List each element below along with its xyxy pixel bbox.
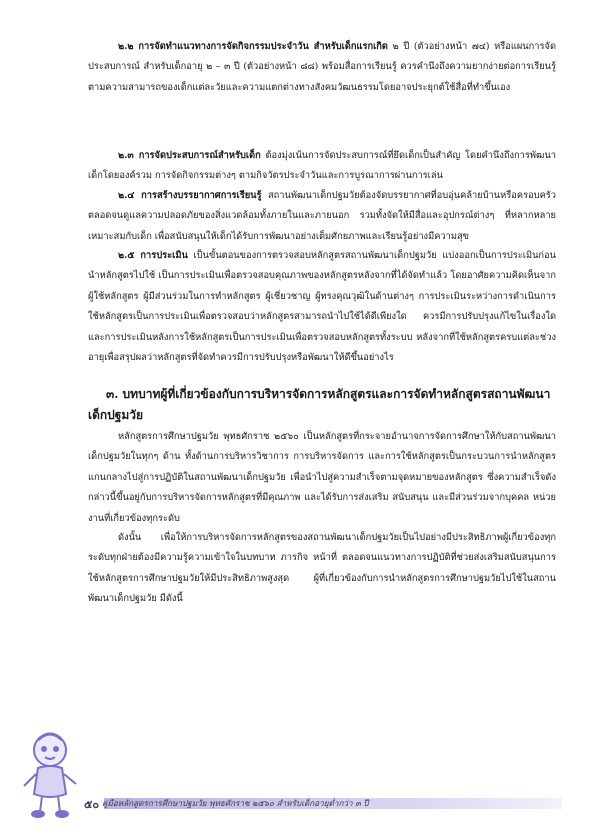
paragraph-section-3-intro: หลักสูตรการศึกษาปฐมวัย พุทธศักราช ๒๕๖๐ เป็นหลักสูตรที่กระจายอำนาจการจัดการศึกษาให้กับสถานพัฒนาเด็กปฐมวัยในทุกๆ ด้าน ทั้งด้านการบริหารวิชาการ การบริหารจัดการ และการใช้หลักสูตรเป็นกระบวนการนำหลักสูตรแกนกลางไปสู่การปฏิบัติในสถานพัฒนาเด็กปฐมวัย เพื่อนำไปสู่ความสำเร็จตามจุดหมายของหลักสูตร ซึ่งความสำเร็จดังกล่าวนี้ขึ้นอยู่กับการบริหารจัดการหลักสูตรที่มีคุณภาพ และได้รับการส่งเสริม สนับสนุน และมีส่วนร่วมจากบุคคล หน่วยงานที่เกี่ยวข้องทุกระดับ	[88, 431, 556, 524]
footer-title: คู่มือหลักสูตรการศึกษาปฐมวัย พุทธศักราช ๒๕๖๐ สำหรับเด็กอายุต่ำกว่า ๓ ปี	[102, 798, 369, 808]
paragraph-heading: ๒.๔ การสร้างบรรยากาศการเรียนรู้	[118, 190, 262, 201]
paragraph-heading: ๒.๒ การจัดทำแนวทางการจัดกิจกรรมประจำวัน สำหรับเด็กแรกเกิด	[118, 41, 388, 52]
paragraph-heading: ๒.๓ การจัดประสบการณ์สำหรับเด็ก	[118, 150, 261, 161]
mascot-character-illustration	[16, 726, 86, 818]
section-3-heading: ๓. บทบาทผู้ที่เกี่ยวข้องกับการบริหารจัดการหลักสูตรและการจัดทำหลักสูตรสถานพัฒนาเด็กปฐมวัย	[88, 387, 551, 422]
paragraph-body: เป็นขั้นตอนของการตรวจสอบหลักสูตรสถานพัฒนาเด็กปฐมวัย แบ่งออกเป็นการประเมินก่อนนำหลักสูตรไปใช้ เป็นการประเมินเพื่อตรวจสอบคุณภาพของหลักสูตรหลังจากที่ได้จัดทำแล้ว โดยอาศัยความคิดเห็นจากผู้ใช้หลักสูตร ผู้มีส่วนร่วมในการทำหลักสูตร ผู้เชี่ยวชาญ ผู้ทรงคุณวุฒิในด้านต่างๆ การประเมินระหว่างการดำเนินการใช้หลักสูตรเป็นการประเมินเพื่อตรวจสอบว่าหลักสูตรสามารถนำไปใช้ได้ดีเพียงใด ควรมีการปรับปรุงแก้ไขในเรื่องใด และการประเมินหลังการใช้หลักสูตรเป็นการประเมินเพื่อตรวจสอบหลักสูตรทั้งระบบ หลังจากที่ใช้หลักสูตรครบแต่ละช่วงอายุเพื่อสรุปผลว่าหลักสูตรที่จัดทำควรมีการปรับปรุงหรือพัฒนาให้ดีขึ้นอย่างไร	[88, 250, 557, 364]
paragraph-section-3-roles: ดังนั้น เพื่อให้การบริหารจัดการหลักสูตรของสถานพัฒนาเด็กปฐมวัยเป็นไปอย่างมีประสิทธิภาพผู้เกี่ยวข้องทุกระดับทุกฝ่ายต้องมีความรู้ความเข้าใจในบทบาท ภารกิจ หน้าที่ ตลอดจนแนวทางการปฏิบัติที่ช่วยส่งเสริมสนับสนุนการใช้หลักสูตรการศึกษาปฐมวัยให้มีประสิทธิภาพสูงสุด ผู้ที่เกี่ยวข้องกับการนำหลักสูตรการศึกษาปฐมวัยไปใช้ในสถานพัฒนาเด็กปฐมวัย มีดังนี้	[88, 532, 556, 605]
paragraph-body: ต้องมุ่งเน้นการจัดประสบการณ์ที่ยึดเด็กเป็นสำคัญ โดยคำนึงถึงการพัฒนาเด็กโดยองค์รวม การจัดกิจกรรมต่างๆ ตามกิจวัตรประจำวันและการบูรณาการผ่านการเล่น	[88, 150, 556, 182]
paragraph-heading: ๒.๕ การประเมิน	[118, 250, 188, 261]
paragraph-2-4	[88, 186, 556, 247]
paragraph-2-3	[88, 146, 556, 187]
paragraph-2-2	[88, 37, 556, 98]
page-number: ๕๐	[84, 798, 100, 811]
mascot-figure	[24, 734, 76, 817]
paragraph-body: สถานพัฒนาเด็กปฐมวัยต้องจัดบรรยากาศที่อบอุ่นคล้ายบ้านหรือครอบครัว ตลอดจนดูแลความปลอดภัยของสิ่งแวดล้อมทั้งภายในและภายนอก รวมทั้งจัดให้มีสื่อและอุปกรณ์ต่างๆ ที่หลากหลายเหมาะสมกับเด็ก เพื่อสนับสนุนให้เด็กได้รับการพัฒนาอย่างเต็มศักยภาพและเรียนรู้อย่างมีความสุข	[88, 190, 557, 242]
paragraph-2-5	[88, 246, 556, 368]
paragraph-body: ๒ ปี (ตัวอย่างหน้า ๗๔) หรือแผนการจัดประสบการณ์ สำหรับเด็กอายุ ๒ – ๓ ปี (ตัวอย่างหน้า ๘๘) พร้อมสื่อการเรียนรู้ ควรคำนึงถึงความยากง่ายต่อการเรียนรู้ตามความสามารถของเด็กแต่ละวัยและความแตกต่างทางสังคมวัฒนธรรมโดยอาจประยุกต์ใช้สื่อที่ทำขึ้นเอง	[88, 41, 556, 93]
